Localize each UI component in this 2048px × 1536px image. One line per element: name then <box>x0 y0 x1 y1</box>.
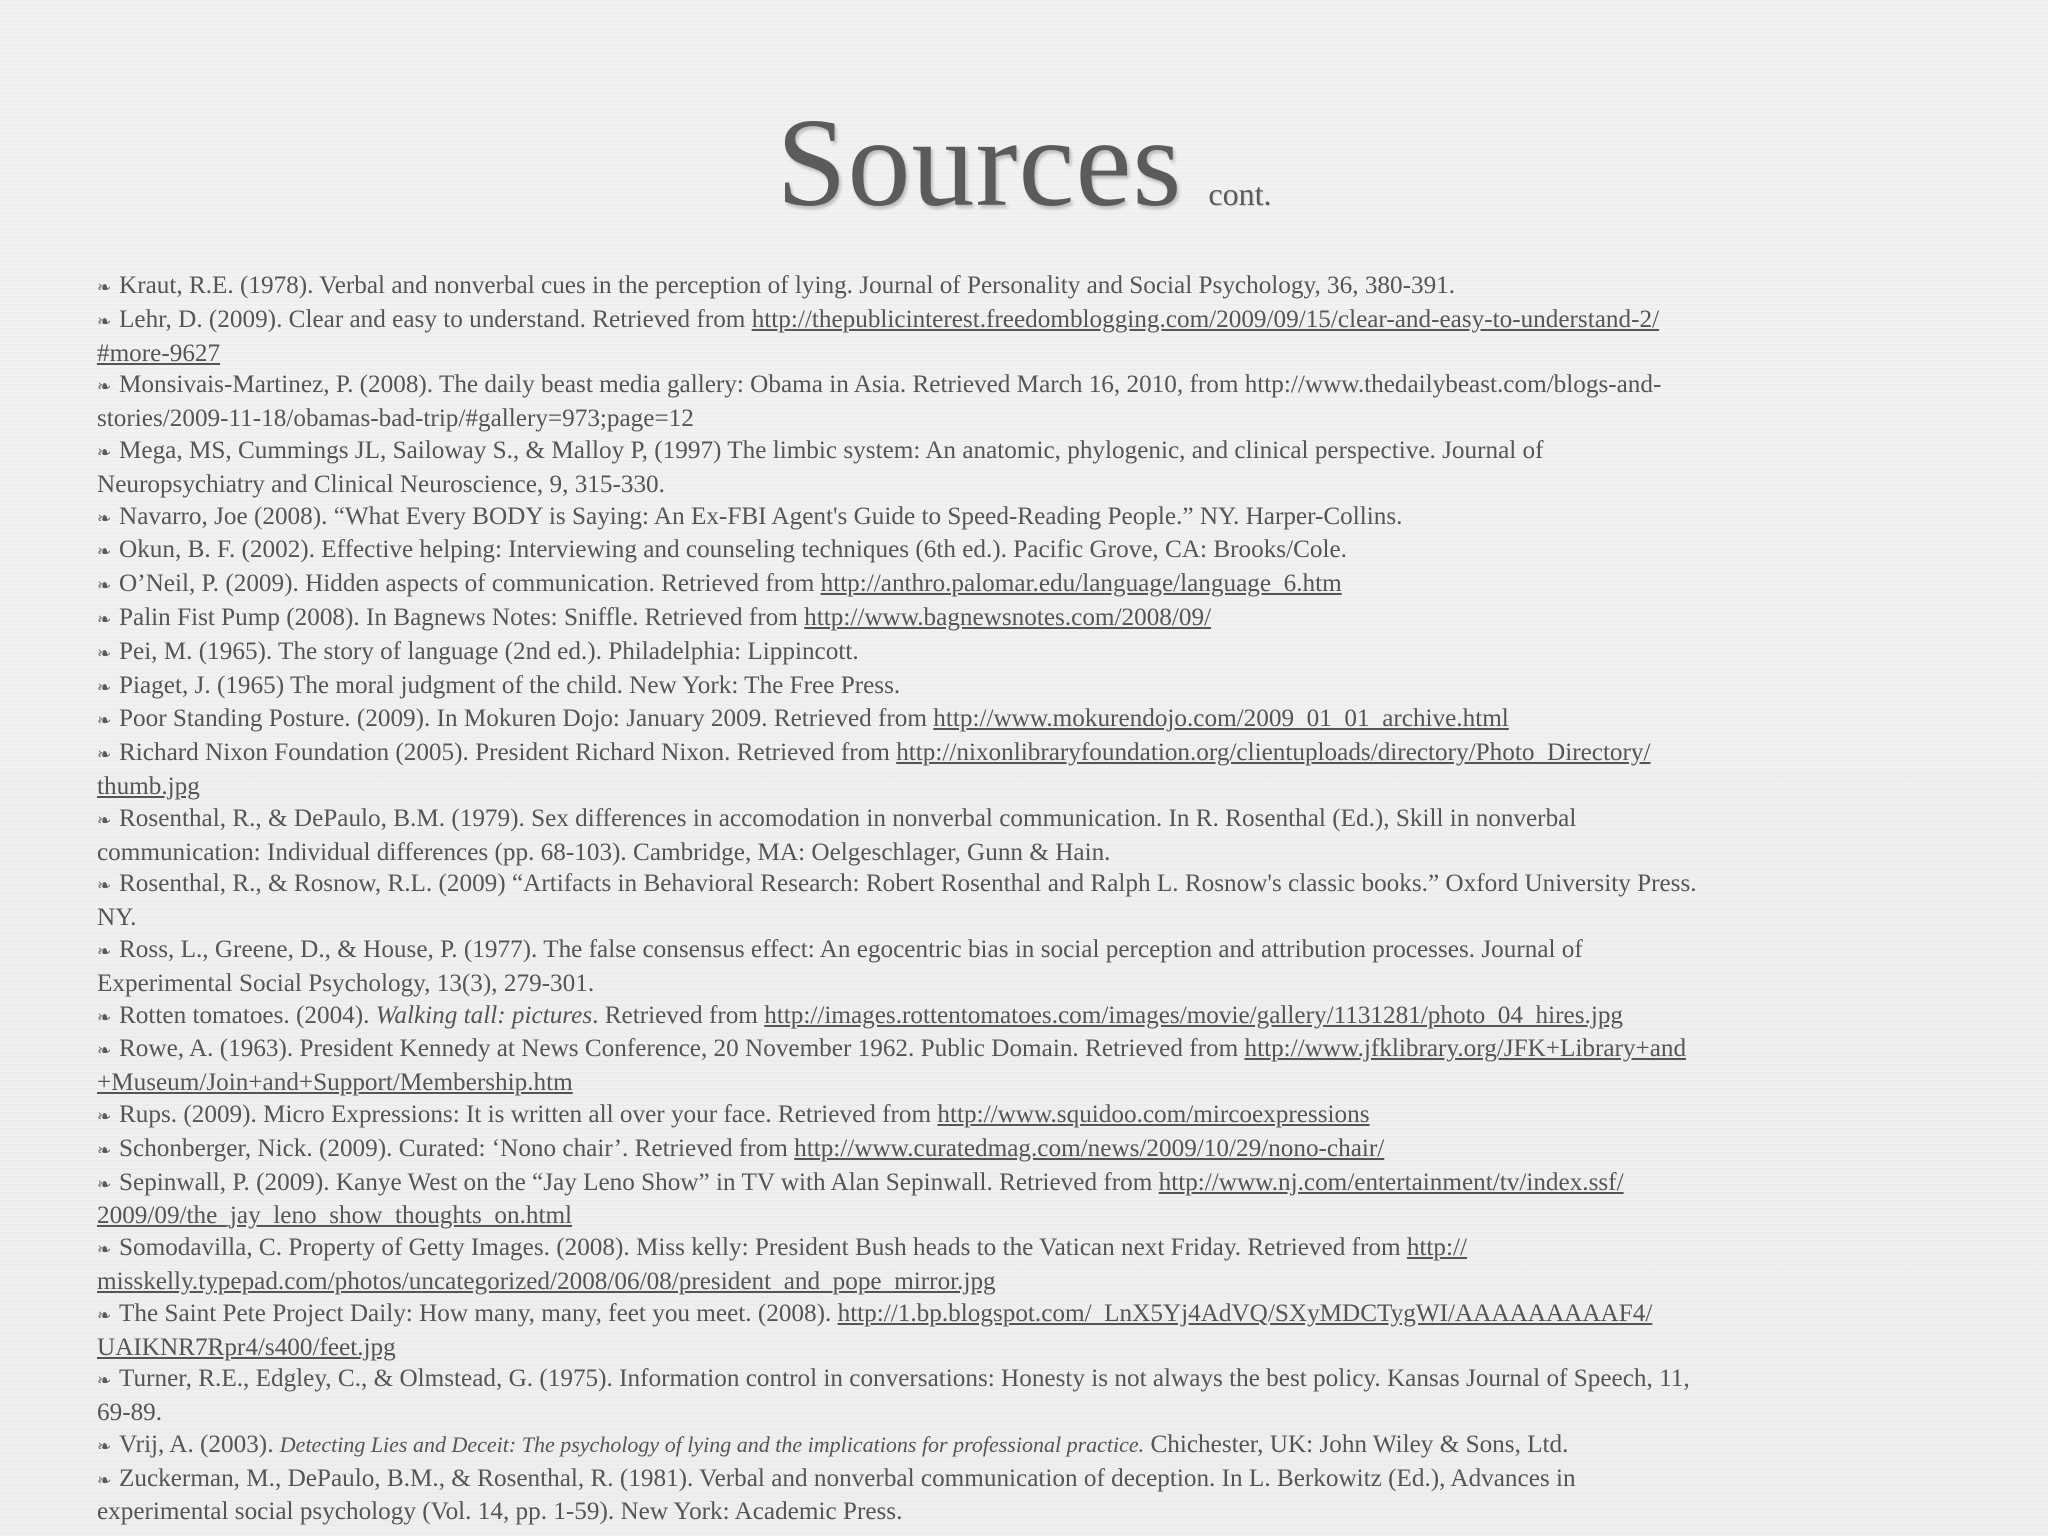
slide-title: Sources <box>776 94 1183 233</box>
reference-text: Okun, B. F. (2002). Effective helping: Interviewing and counseling techniques (6th ed.). Pacific Grove, CA: Brooks/Cole. <box>119 536 1347 564</box>
fleuron-bullet-icon: ❧ <box>97 278 112 297</box>
fleuron-bullet-icon: ❧ <box>97 1436 112 1456</box>
reference-text-continued: experimental social psychology (Vol. 14, pp. 1-59). New York: Academic Press. <box>97 1498 903 1526</box>
reference-item <box>97 703 1957 737</box>
reference-text: Rotten tomatoes. (2004). <box>119 1001 376 1029</box>
fleuron-bullet-icon: ❧ <box>97 711 112 731</box>
reference-text: Piaget, J. (1965) The moral judgment of the child. New York: The Free Press. <box>119 671 901 699</box>
reference-item <box>97 1363 1957 1429</box>
reference-item <box>97 1099 1957 1133</box>
reference-title-italic: Detecting Lies and Deceit: The psychology of lying and the implications for professional practice. <box>279 1431 1145 1457</box>
reference-link-continued[interactable]: thumb.jpg <box>97 772 200 800</box>
reference-text: Richard Nixon Foundation (2005). President Richard Nixon. Retrieved from <box>119 739 897 767</box>
reference-link[interactable]: http://www.curatedmag.com/news/2009/10/29/nono-chair/ <box>794 1134 1385 1162</box>
fleuron-bullet-icon: ❧ <box>97 1041 112 1061</box>
reference-text: Kraut, R.E. (1978). Verbal and nonverbal cues in the perception of lying. Journal of Personality and Social Psychology, 36, 380-391. <box>119 272 1456 299</box>
fleuron-bullet-icon: ❧ <box>97 508 112 528</box>
reference-text: Poor Standing Posture. (2009). In Mokuren Dojo: January 2009. Retrieved from <box>119 705 934 733</box>
reference-link[interactable]: http:// <box>1406 1234 1468 1262</box>
reference-link[interactable]: http://www.squidoo.com/mircoexpressions <box>937 1100 1370 1128</box>
reference-text: Monsivais-Martinez, P. (2008). The daily beast media gallery: Obama in Asia. Retrieved March 16, 2010, from http://www.thedailybeast.com/blogs-and- <box>119 371 1662 399</box>
reference-item <box>97 1298 1957 1364</box>
fleuron-bullet-icon: ❧ <box>97 1371 112 1391</box>
reference-text: Lehr, D. (2009). Clear and easy to understand. Retrieved from <box>119 305 752 333</box>
fleuron-bullet-icon: ❧ <box>97 1140 112 1160</box>
reference-item <box>97 803 1957 869</box>
reference-item <box>97 670 1957 704</box>
fleuron-bullet-icon: ❧ <box>97 1106 112 1126</box>
reference-link[interactable]: http://images.rottentomatoes.com/images/movie/gallery/1131281/photo_04_hires.jpg <box>764 1001 1624 1029</box>
title-block <box>0 92 2048 236</box>
fleuron-bullet-icon: ❧ <box>97 311 112 331</box>
fleuron-bullet-icon: ❧ <box>97 576 112 596</box>
reference-list <box>97 270 1957 1528</box>
reference-item <box>97 934 1957 1000</box>
reference-item <box>97 568 1957 602</box>
reference-item <box>97 1429 1957 1463</box>
fleuron-bullet-icon: ❧ <box>97 876 112 896</box>
reference-item <box>97 1000 1957 1034</box>
reference-text: The Saint Pete Project Daily: How many, many, feet you meet. (2008). <box>119 1299 838 1327</box>
reference-text-continued: stories/2009-11-18/obamas-bad-trip/#gallery=973;page=12 <box>97 405 694 433</box>
reference-link[interactable]: http://www.bagnewsnotes.com/2008/09/ <box>804 603 1212 631</box>
fleuron-bullet-icon: ❧ <box>97 810 112 830</box>
reference-text: Palin Fist Pump (2008). In Bagnews Notes: Sniffle. Retrieved from <box>119 603 805 631</box>
reference-item <box>97 534 1957 568</box>
reference-item <box>97 369 1957 435</box>
fleuron-bullet-icon: ❧ <box>97 1305 112 1325</box>
fleuron-bullet-icon: ❧ <box>97 542 112 562</box>
fleuron-bullet-icon: ❧ <box>97 442 112 462</box>
fleuron-bullet-icon: ❧ <box>97 643 112 663</box>
fleuron-bullet-icon: ❧ <box>97 1240 112 1260</box>
reference-link-continued[interactable]: +Museum/Join+and+Support/Membership.htm <box>97 1069 573 1097</box>
reference-text: . Retrieved from <box>592 1001 765 1029</box>
reference-item <box>97 868 1957 934</box>
reference-text: Chichester, UK: John Wiley & Sons, Ltd. <box>1144 1430 1569 1458</box>
reference-item <box>97 1232 1957 1298</box>
reference-item <box>97 435 1957 501</box>
reference-item <box>97 737 1957 803</box>
reference-text: Sepinwall, P. (2009). Kanye West on the “Jay Leno Show” in TV with Alan Sepinwall. Retrieved from <box>119 1168 1159 1196</box>
reference-item <box>97 602 1957 636</box>
fleuron-bullet-icon: ❧ <box>97 609 112 629</box>
reference-text: Rups. (2009). Micro Expressions: It is written all over your face. Retrieved from <box>119 1100 938 1128</box>
reference-text: Somodavilla, C. Property of Getty Images. (2008). Miss kelly: President Bush heads to the Vatican next Friday. Retrieved from <box>119 1234 1407 1262</box>
reference-text: Schonberger, Nick. (2009). Curated: ‘Nono chair’. Retrieved from <box>119 1134 795 1162</box>
reference-item <box>97 270 1957 304</box>
reference-item <box>97 1033 1957 1099</box>
fleuron-bullet-icon: ❧ <box>97 1007 112 1027</box>
reference-text: Vrij, A. (2003). <box>119 1430 280 1458</box>
reference-link[interactable]: http://anthro.palomar.edu/language/language_6.htm <box>820 570 1342 598</box>
reference-text-continued: 69-89. <box>97 1399 163 1427</box>
reference-text-continued: communication: Individual differences (pp. 68-103). Cambridge, MA: Oelgeschlager, Gunn & Hain. <box>97 838 1111 866</box>
reference-text: Rowe, A. (1963). President Kennedy at News Conference, 20 November 1962. Public Domain. Retrieved from <box>119 1035 1245 1063</box>
reference-text: Ross, L., Greene, D., & House, P. (1977). The false consensus effect: An egocentric bias in social perception and attribution processes. Journal of <box>119 935 1583 963</box>
reference-text: Pei, M. (1965). The story of language (2nd ed.). Philadelphia: Lippincott. <box>119 637 859 665</box>
reference-text-continued: NY. <box>97 904 137 932</box>
reference-text: Turner, R.E., Edgley, C., & Olmstead, G. (1975). Information control in conversations: Honesty is not always the best policy. Kansas Journal of Speech, 11, <box>119 1365 1690 1393</box>
reference-item <box>97 1463 1957 1529</box>
reference-text-continued: Neuropsychiatry and Clinical Neuroscience, 9, 315-330. <box>97 470 665 498</box>
reference-link[interactable]: http://nixonlibraryfoundation.org/clientuploads/directory/Photo_Directory/ <box>896 739 1651 767</box>
reference-item <box>97 1167 1957 1233</box>
reference-text: Rosenthal, R., & Rosnow, R.L. (2009) “Artifacts in Behavioral Research: Robert Rosenthal and Ralph L. Rosnow's classic books.” Oxford University Press. <box>119 870 1697 898</box>
reference-link-continued[interactable]: misskelly.typepad.com/photos/uncategorized/2008/06/08/president_and_pope_mirror.jpg <box>97 1267 996 1295</box>
reference-text: O’Neil, P. (2009). Hidden aspects of communication. Retrieved from <box>119 570 821 598</box>
reference-link-continued[interactable]: 2009/09/the_jay_leno_show_thoughts_on.html <box>97 1202 573 1230</box>
reference-link[interactable]: http://www.jfklibrary.org/JFK+Library+and <box>1244 1035 1687 1063</box>
reference-title-italic: Walking tall: pictures <box>375 1001 593 1029</box>
reference-item <box>97 636 1957 670</box>
fleuron-bullet-icon: ❧ <box>97 1470 112 1490</box>
reference-item <box>97 501 1957 535</box>
reference-link[interactable]: http://thepublicinterest.freedomblogging.com/2009/09/15/clear-and-easy-to-understand-2/ <box>751 305 1660 333</box>
reference-link-continued[interactable]: #more-9627 <box>97 339 221 367</box>
reference-text-continued: Experimental Social Psychology, 13(3), 279-301. <box>97 969 595 997</box>
reference-item <box>97 304 1957 370</box>
reference-text: Zuckerman, M., DePaulo, B.M., & Rosenthal, R. (1981). Verbal and nonverbal communication of deception. In L. Berkowitz (Ed.), Advances in <box>119 1464 1576 1492</box>
reference-link[interactable]: http://www.mokurendojo.com/2009_01_01_archive.html <box>933 705 1509 733</box>
reference-link[interactable]: http://1.bp.blogspot.com/_LnX5Yj4AdVQ/SXyMDCTygWI/AAAAAAAAAF4/ <box>837 1299 1653 1327</box>
reference-link-continued[interactable]: UAIKNR7Rpr4/s400/feet.jpg <box>97 1333 396 1361</box>
reference-text: Mega, MS, Cummings JL, Sailoway S., & Malloy P, (1997) The limbic system: An anatomic, phylogenic, and clinical perspective. Journal of <box>119 436 1544 464</box>
reference-text: Navarro, Joe (2008). “What Every BODY is Saying: An Ex-FBI Agent's Guide to Speed-Reading People.” NY. Harper-Collins. <box>119 502 1403 530</box>
reference-item <box>97 1133 1957 1167</box>
reference-link[interactable]: http://www.nj.com/entertainment/tv/index.ssf/ <box>1158 1168 1624 1196</box>
reference-text: Rosenthal, R., & DePaulo, B.M. (1979). Sex differences in accomodation in nonverbal communication. In R. Rosenthal (Ed.), Skill in nonverbal <box>119 804 1577 832</box>
fleuron-bullet-icon: ❧ <box>97 377 112 397</box>
slide-subtitle: cont. <box>1208 176 1272 212</box>
fleuron-bullet-icon: ❧ <box>97 745 112 765</box>
fleuron-bullet-icon: ❧ <box>97 677 112 697</box>
fleuron-bullet-icon: ❧ <box>97 941 112 961</box>
fleuron-bullet-icon: ❧ <box>97 1174 112 1194</box>
